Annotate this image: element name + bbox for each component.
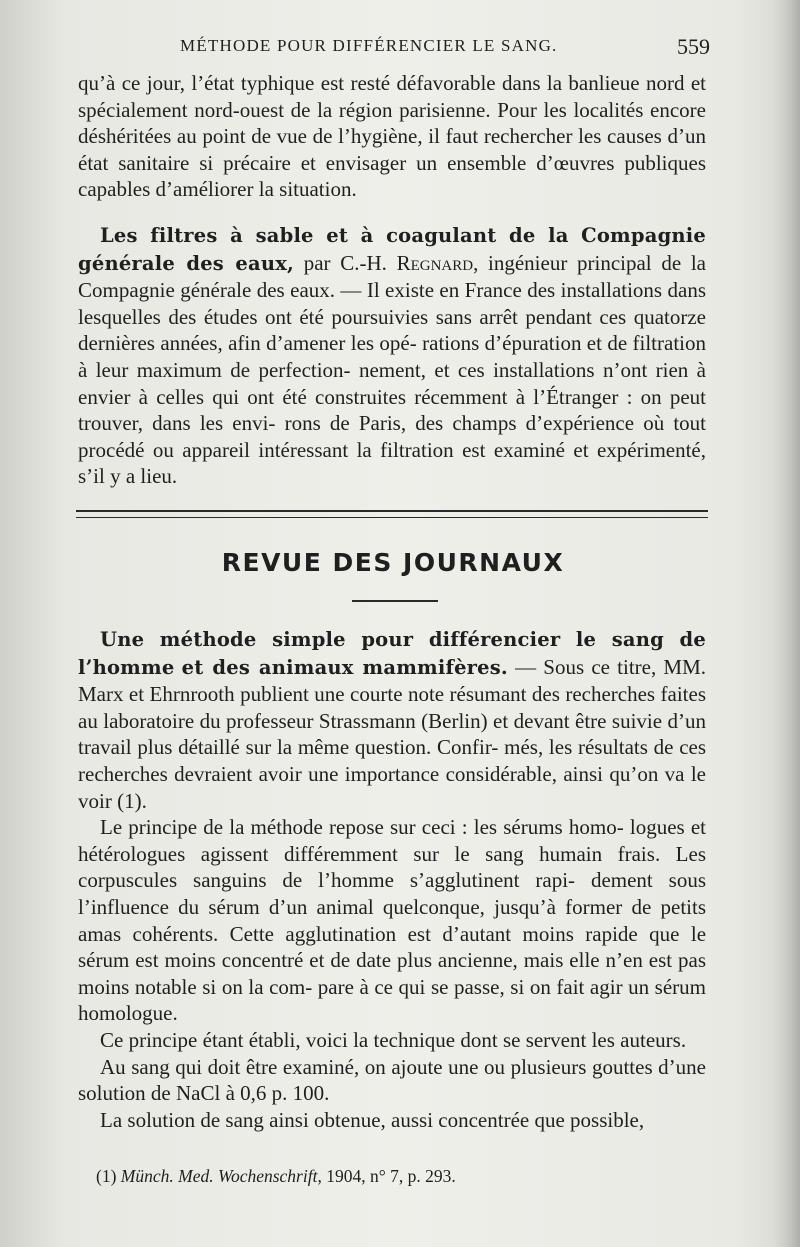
text-line: localités encore déshéritées au point de vue de l’hygiène, il faut bbox=[78, 97, 706, 149]
footnote-journal: Münch. Med. Wochenschrift bbox=[120, 1166, 318, 1186]
author-prefix: par C.-H. bbox=[294, 250, 397, 275]
text-line: être suivie d’un travail plus détaillé sur la même question. Confir- bbox=[78, 708, 706, 760]
text-line: plus ancienne, mais elle n’en est pas moins notable si on la com- bbox=[78, 948, 706, 999]
author-suffix: , ingénieur principal bbox=[473, 250, 652, 275]
text-line: dement sous l’influence du sérum d’un animal quelconque, bbox=[78, 868, 707, 919]
title-underline bbox=[352, 600, 438, 602]
sang-paragraph-5 bbox=[78, 1107, 706, 1134]
text-line: un ensemble d’œuvres publiques capables d’améliorer la situation. bbox=[78, 150, 707, 202]
footnote-marker: (1) bbox=[96, 1166, 121, 1186]
sang-paragraph-1 bbox=[78, 626, 706, 814]
running-header bbox=[80, 34, 710, 62]
sang-paragraph-4 bbox=[78, 1054, 706, 1107]
footnote-citation: , 1904, n° 7, p. 293. bbox=[317, 1166, 456, 1186]
text-line: auteurs. bbox=[620, 1027, 687, 1052]
filtres-title-line2: générale des eaux, bbox=[78, 251, 295, 275]
text-line: et Ehrnrooth publient une courte note résumant des recherches bbox=[128, 682, 656, 707]
page-number: 559 bbox=[677, 34, 710, 59]
text-line: intéressant la filtration est examiné et expérimenté, s’il y a lieu. bbox=[78, 437, 706, 489]
text-line: rechercher les causes d’un état sanitaire si précaire et envisager bbox=[78, 124, 706, 175]
page-edge-shadow bbox=[774, 0, 800, 1247]
sang-title-line1: Une méthode simple pour différencier le sang de l’homme bbox=[78, 628, 706, 679]
sang-article bbox=[78, 626, 706, 1133]
text-line: considérable, ainsi qu’on va le voir (1). bbox=[78, 761, 707, 813]
sang-paragraph-2 bbox=[78, 814, 706, 1027]
text-line: rations d’épuration et de filtration à leur maximum de perfection- bbox=[78, 331, 706, 382]
text-line: pare à ce qui se passe, si on fait agir un sérum homologue. bbox=[78, 974, 707, 1026]
text-line: de la Compagnie générale des eaux. — Il existe en France des bbox=[78, 250, 707, 303]
footnote bbox=[96, 1166, 456, 1187]
text-line: qu’à ce jour, l’état typhique est resté défavorable dans la banlieue bbox=[78, 71, 640, 95]
text-line: Ce principe étant établi, voici la technique dont se servent les bbox=[100, 1027, 615, 1052]
filtres-article bbox=[78, 222, 706, 490]
text-line: frais. Les corpuscules sanguins de l’homme s’agglutinent rapi- bbox=[78, 841, 707, 893]
running-title: MÉTHODE POUR DIFFÉRENCIER LE SANG. bbox=[180, 36, 558, 55]
text-line: arrêt pendant ces quatorze dernières années, afin d’amener les opé- bbox=[78, 304, 707, 356]
text-line: d’autant moins rapide que le sérum est moins concentré et de date bbox=[78, 921, 707, 973]
text-line: d’une solution de NaCl à 0,6 p. 100. bbox=[78, 1054, 706, 1106]
top-paragraph bbox=[78, 70, 706, 203]
text-line: installations dans lesquelles des études ont été poursuivies sans bbox=[78, 278, 706, 329]
text-line: La solution de sang ainsi obtenue, aussi concentrée que possible, bbox=[100, 1107, 645, 1132]
text-line: faites au laboratoire du professeur Strassmann (Berlin) et devant bbox=[78, 682, 706, 733]
text-line: nement, et ces installations n’ont rien à envier à celles qui ont été bbox=[78, 357, 706, 409]
filtres-paragraph bbox=[78, 222, 706, 490]
text-line: logues et hétérologues agissent différemment sur le sang humain bbox=[78, 815, 706, 866]
text-line: més, les résultats de ces recherches devraient avoir une importance bbox=[78, 735, 707, 786]
filtres-title-line1: Les filtres à sable et à coagulant de la Compagnie bbox=[100, 224, 706, 247]
section-divider bbox=[76, 510, 708, 518]
text-line: jusqu’à former de petits amas cohérents. Cette agglutination est bbox=[78, 894, 706, 946]
text-line: rons de Paris, des champs d’expérience où tout procédé ou appareil bbox=[78, 411, 706, 462]
text-line: Le principe de la méthode repose sur ceci : les sérums homo- bbox=[100, 815, 624, 840]
text-line: — Sous ce titre, MM. Marx bbox=[78, 654, 706, 707]
paragraph bbox=[78, 70, 706, 203]
text-line: nord et spécialement nord-ouest de la région parisienne. Pour les bbox=[78, 71, 706, 122]
sang-title-line2: et des animaux mammifères. bbox=[181, 655, 508, 679]
section-title: REVUE DES JOURNAUX bbox=[221, 548, 565, 577]
author-name: Regnard bbox=[396, 250, 474, 275]
text-line: construites récemment à l’Étranger : on peut trouver, dans les envi- bbox=[78, 384, 706, 436]
sang-paragraph-3 bbox=[78, 1027, 706, 1054]
text-line: Au sang qui doit être examiné, on ajoute une ou plusieurs gouttes bbox=[100, 1054, 653, 1079]
